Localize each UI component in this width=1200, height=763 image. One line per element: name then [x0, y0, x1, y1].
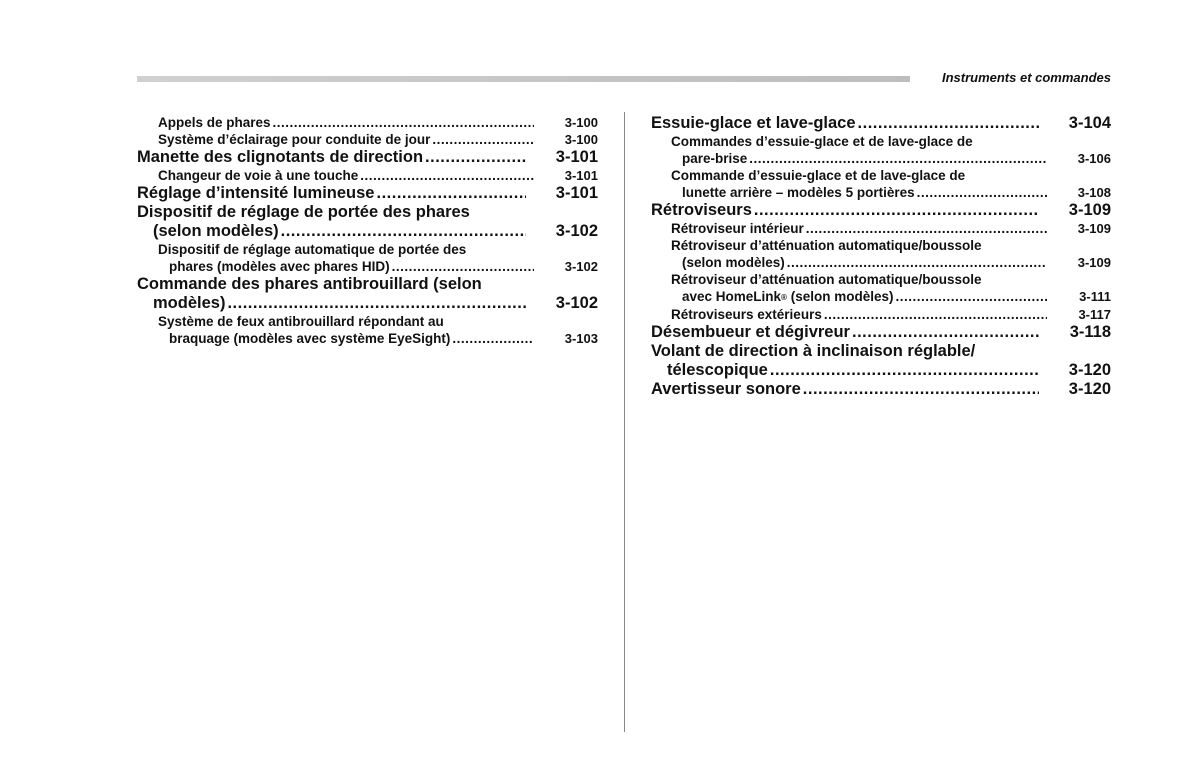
leader-dots	[858, 114, 1039, 133]
leader-dots	[273, 114, 534, 131]
toc-entry-text: Avertisseur sonore	[651, 380, 801, 398]
toc-entry-text: Rétroviseurs	[651, 201, 752, 219]
toc-page-number: 3-101	[564, 168, 598, 183]
toc-entry-eclairage-jour[interactable]	[137, 131, 598, 148]
leader-dots	[452, 330, 534, 347]
registered-mark: ®	[781, 293, 787, 302]
leader-dots	[432, 131, 534, 148]
header-rule	[137, 76, 910, 82]
toc-entry-appels-de-phares[interactable]	[137, 114, 598, 131]
toc-page-number: 3-111	[1079, 289, 1111, 304]
toc-entry-text: Désembueur et dégivreur	[651, 323, 850, 341]
leader-dots	[227, 294, 526, 313]
leader-dots	[392, 258, 534, 275]
toc-entry-portee-auto-hid[interactable]	[137, 241, 598, 275]
toc-entry-text: Volant de direction à inclinaison réglable/	[651, 342, 976, 360]
toc-entry-text-cont	[682, 288, 893, 306]
toc-entry-retroviseur-homelink[interactable]	[651, 271, 1111, 306]
toc-entry-portee-phares[interactable]	[137, 203, 598, 241]
toc-entry-retroviseurs[interactable]	[651, 201, 1111, 220]
toc-entry-text-cont: télescopique	[667, 361, 768, 379]
toc-page-number: 3-104	[1068, 114, 1111, 132]
toc-page-number: 3-109	[1077, 221, 1111, 236]
toc-entry-antibrouillard[interactable]	[137, 275, 598, 313]
toc-page-number: 3-103	[564, 331, 598, 346]
toc-entry-text: Rétroviseur d’atténuation automatique/boussole	[671, 238, 982, 253]
toc-entry-commande-lunette-arriere[interactable]	[651, 167, 1111, 201]
toc-entry-text-cont: pare-brise	[682, 151, 748, 166]
leader-dots	[425, 148, 526, 167]
toc-entry-text-cont: braquage (modèles avec système EyeSight)	[169, 331, 451, 346]
toc-entry-text: Dispositif de réglage de portée des phares	[137, 203, 470, 221]
leader-dots	[376, 184, 526, 203]
toc-entry-text: Rétroviseurs extérieurs	[671, 307, 822, 322]
toc-entry-text-cont: phares (modèles avec phares HID)	[169, 259, 390, 274]
toc-entry-text: Rétroviseur intérieur	[671, 221, 804, 236]
toc-right-column	[651, 114, 1111, 399]
toc-entry-text: Système d’éclairage pour conduite de jour	[158, 132, 431, 147]
selon-modeles-label: (selon modèles)	[786, 289, 894, 304]
column-divider	[624, 112, 625, 732]
toc-entry-text-cont: lunette arrière – modèles 5 portières	[682, 185, 915, 200]
toc-page-number: 3-100	[564, 132, 598, 147]
toc-entry-text-cont: (selon modèles)	[682, 255, 785, 270]
toc-page-number: 3-109	[1077, 255, 1111, 270]
toc-entry-desembueur[interactable]	[651, 323, 1111, 342]
toc-entry-avertisseur-sonore[interactable]	[651, 380, 1111, 399]
toc-page-number: 3-118	[1069, 323, 1111, 341]
toc-left-column	[137, 114, 598, 347]
toc-entry-text-cont: (selon modèles)	[153, 222, 279, 240]
toc-entry-text: Commandes d’essuie-glace et de lave-glace de	[671, 134, 973, 149]
toc-page-number: 3-102	[555, 222, 598, 240]
leader-dots	[749, 150, 1047, 167]
toc-entry-text: Rétroviseur d’atténuation automatique/boussole	[671, 272, 982, 287]
toc-page-number: 3-102	[555, 294, 598, 312]
toc-page-number: 3-101	[555, 148, 598, 166]
leader-dots	[824, 306, 1047, 323]
homelink-label: avec HomeLink	[682, 289, 782, 304]
section-title: Instruments et commandes	[941, 70, 1111, 85]
toc-entry-text: Essuie-glace et lave-glace	[651, 114, 856, 132]
leader-dots	[806, 220, 1047, 237]
leader-dots	[917, 184, 1047, 201]
toc-entry-feux-antibrouillard-braquage[interactable]	[137, 313, 598, 347]
leader-dots	[787, 254, 1047, 271]
toc-entry-text: Commande des phares antibrouillard (selon	[137, 275, 482, 293]
toc-page-number: 3-100	[564, 115, 598, 130]
toc-entry-text: Manette des clignotants de direction	[137, 148, 424, 166]
toc-entry-text: Système de feux antibrouillard répondant au	[158, 314, 444, 329]
toc-entry-commandes-pare-brise[interactable]	[651, 133, 1111, 167]
toc-entry-essuie-glace[interactable]	[651, 114, 1111, 133]
toc-entry-text: Appels de phares	[158, 115, 271, 130]
toc-entry-text: Dispositif de réglage automatique de portée des	[158, 242, 467, 257]
toc-entry-retroviseurs-exterieurs[interactable]	[651, 306, 1111, 323]
toc-page-number: 3-117	[1078, 307, 1111, 322]
toc-page-number: 3-120	[1068, 380, 1111, 398]
leader-dots	[770, 361, 1039, 380]
toc-entry-changeur-voie[interactable]	[137, 167, 598, 184]
toc-entry-manette-clignotants[interactable]	[137, 148, 598, 167]
toc-entry-retroviseur-boussole[interactable]	[651, 237, 1111, 271]
toc-entry-reglage-intensite[interactable]	[137, 184, 598, 203]
leader-dots	[754, 201, 1039, 220]
toc-entry-text: Commande d’essuie-glace et de lave-glace de	[671, 168, 966, 183]
leader-dots	[852, 323, 1039, 342]
toc-page-number: 3-120	[1068, 361, 1111, 379]
toc-entry-text-cont: modèles)	[153, 294, 226, 312]
toc-page-number: 3-109	[1068, 201, 1111, 219]
leader-dots	[895, 288, 1047, 305]
toc-entry-retroviseur-interieur[interactable]	[651, 220, 1111, 237]
leader-dots	[281, 222, 526, 241]
toc-page-number: 3-102	[564, 259, 598, 274]
toc-entry-text: Changeur de voie à une touche	[158, 168, 359, 183]
leader-dots	[360, 167, 534, 184]
toc-entry-text: Réglage d’intensité lumineuse	[137, 184, 375, 202]
toc-page-number: 3-106	[1077, 151, 1111, 166]
toc-entry-volant-direction[interactable]	[651, 342, 1111, 380]
toc-page-number: 3-101	[555, 184, 598, 202]
toc-page-number: 3-108	[1077, 185, 1111, 200]
leader-dots	[803, 380, 1039, 399]
